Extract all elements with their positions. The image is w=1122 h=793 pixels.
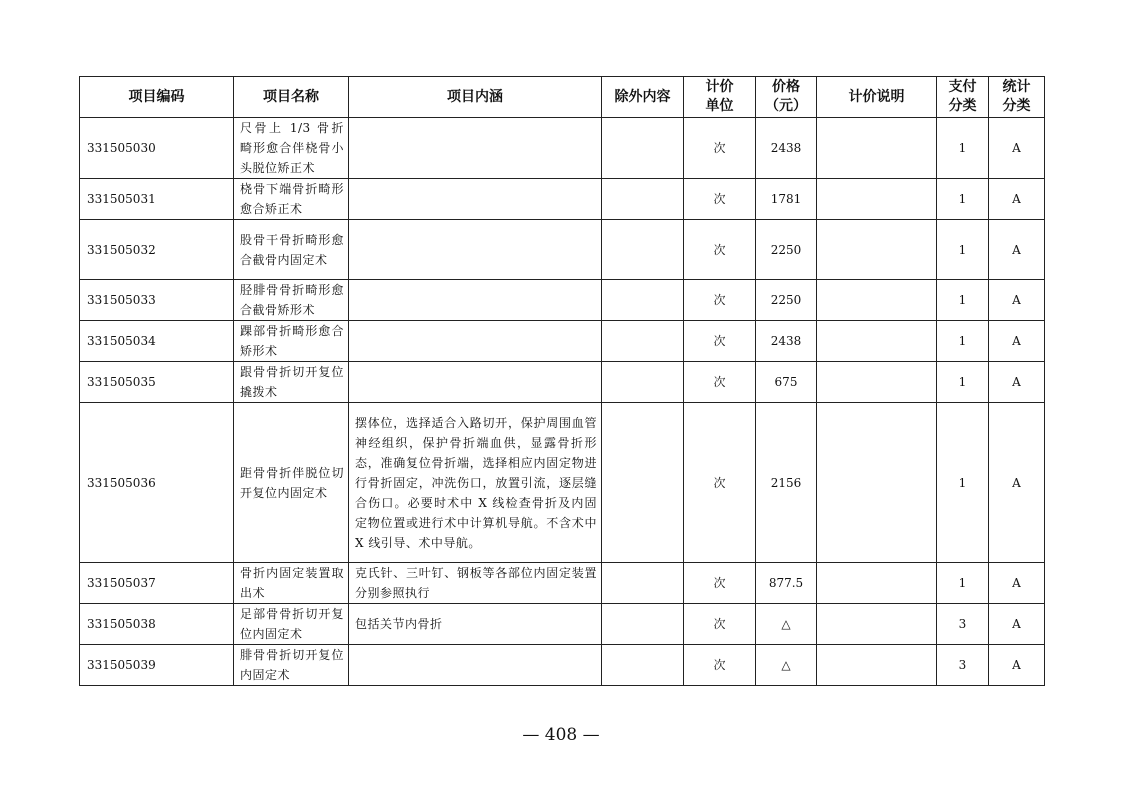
cell-payment: 1 (937, 220, 989, 280)
cell-unit: 次 (684, 403, 756, 563)
cell-exclusion (602, 118, 684, 179)
cell-code: 331505038 (80, 604, 234, 645)
cell-content: 克氏针、三叶钉、钢板等各部位内固定装置分别参照执行 (349, 563, 602, 604)
cell-price: 2250 (756, 220, 817, 280)
cell-exclusion (602, 604, 684, 645)
cell-name: 桡骨下端骨折畸形愈合矫正术 (234, 179, 349, 220)
cell-stat: A (989, 604, 1045, 645)
cell-code: 331505033 (80, 280, 234, 321)
cell-pricing-note (817, 362, 937, 403)
header-name: 项目名称 (234, 77, 349, 118)
cell-pricing-note (817, 563, 937, 604)
cell-code: 331505037 (80, 563, 234, 604)
cell-pricing-note (817, 220, 937, 280)
cell-code: 331505036 (80, 403, 234, 563)
cell-content (349, 118, 602, 179)
cell-stat: A (989, 220, 1045, 280)
header-payment: 支付 分类 (937, 77, 989, 118)
cell-content (349, 280, 602, 321)
cell-payment: 1 (937, 362, 989, 403)
cell-exclusion (602, 403, 684, 563)
cell-payment: 3 (937, 604, 989, 645)
cell-code: 331505039 (80, 645, 234, 686)
cell-payment: 1 (937, 321, 989, 362)
header-stat: 统计 分类 (989, 77, 1045, 118)
cell-exclusion (602, 563, 684, 604)
cell-code: 331505030 (80, 118, 234, 179)
cell-pricing-note (817, 645, 937, 686)
cell-pricing-note (817, 118, 937, 179)
header-unit: 计价 单位 (684, 77, 756, 118)
cell-content (349, 179, 602, 220)
table-row (80, 280, 1045, 321)
table-row (80, 179, 1045, 220)
cell-unit: 次 (684, 604, 756, 645)
table-row (80, 220, 1045, 280)
cell-name: 股骨干骨折畸形愈合截骨内固定术 (234, 220, 349, 280)
cell-exclusion (602, 362, 684, 403)
cell-name: 胫腓骨骨折畸形愈合截骨矫形术 (234, 280, 349, 321)
table-row (80, 403, 1045, 563)
cell-stat: A (989, 403, 1045, 563)
table-row (80, 321, 1045, 362)
cell-exclusion (602, 220, 684, 280)
cell-payment: 1 (937, 179, 989, 220)
cell-payment: 3 (937, 645, 989, 686)
cell-stat: A (989, 321, 1045, 362)
cell-pricing-note (817, 604, 937, 645)
header-pricing-note: 计价说明 (817, 77, 937, 118)
table-row (80, 645, 1045, 686)
header-content: 项目内涵 (349, 77, 602, 118)
cell-price: 1781 (756, 179, 817, 220)
cell-unit: 次 (684, 118, 756, 179)
cell-stat: A (989, 179, 1045, 220)
cell-payment: 1 (937, 118, 989, 179)
cell-stat: A (989, 362, 1045, 403)
cell-name: 足部骨骨折切开复位内固定术 (234, 604, 349, 645)
table-row (80, 563, 1045, 604)
table-header-row (80, 77, 1045, 118)
cell-exclusion (602, 280, 684, 321)
table-row (80, 118, 1045, 179)
cell-name: 骨折内固定装置取出术 (234, 563, 349, 604)
cell-price: △ (756, 645, 817, 686)
header-exclusion: 除外内容 (602, 77, 684, 118)
cell-code: 331505035 (80, 362, 234, 403)
header-price: 价格 （元） (756, 77, 817, 118)
cell-name: 腓骨骨折切开复位内固定术 (234, 645, 349, 686)
cell-price: △ (756, 604, 817, 645)
cell-price: 675 (756, 362, 817, 403)
cell-price: 2438 (756, 118, 817, 179)
cell-code: 331505032 (80, 220, 234, 280)
page-number: — 408 — (522, 725, 600, 745)
cell-stat: A (989, 645, 1045, 686)
cell-content: 包括关节内骨折 (349, 604, 602, 645)
cell-exclusion (602, 321, 684, 362)
cell-stat: A (989, 118, 1045, 179)
cell-pricing-note (817, 280, 937, 321)
cell-content: 摆体位，选择适合入路切开，保护周围血管神经组织，保护骨折端血供，显露骨折形态，准确复位骨折端，选择相应内固定物进行骨折固定，冲洗伤口，放置引流，逐层缝合伤口。必要时术中 X 线检查骨折及内固定物位置或进行术中计算机导航。不含术中 X 线引导、术中导航。 (349, 403, 602, 563)
cell-name: 尺骨上 1/3 骨折畸形愈合伴桡骨小头脱位矫正术 (234, 118, 349, 179)
cell-pricing-note (817, 321, 937, 362)
cell-content (349, 321, 602, 362)
cell-exclusion (602, 179, 684, 220)
cell-price: 2438 (756, 321, 817, 362)
cell-unit: 次 (684, 321, 756, 362)
cell-unit: 次 (684, 179, 756, 220)
cell-pricing-note (817, 179, 937, 220)
cell-payment: 1 (937, 280, 989, 321)
cell-name: 踝部骨折畸形愈合矫形术 (234, 321, 349, 362)
price-table (79, 76, 1045, 686)
cell-payment: 1 (937, 403, 989, 563)
cell-code: 331505031 (80, 179, 234, 220)
cell-content (349, 362, 602, 403)
cell-exclusion (602, 645, 684, 686)
cell-stat: A (989, 563, 1045, 604)
cell-name: 距骨骨折伴脱位切开复位内固定术 (234, 403, 349, 563)
cell-price: 2250 (756, 280, 817, 321)
table-row (80, 362, 1045, 403)
cell-unit: 次 (684, 280, 756, 321)
cell-unit: 次 (684, 645, 756, 686)
cell-price: 2156 (756, 403, 817, 563)
cell-unit: 次 (684, 220, 756, 280)
cell-content (349, 645, 602, 686)
cell-name: 跟骨骨折切开复位撬拨术 (234, 362, 349, 403)
cell-content (349, 220, 602, 280)
cell-payment: 1 (937, 563, 989, 604)
cell-code: 331505034 (80, 321, 234, 362)
cell-unit: 次 (684, 362, 756, 403)
cell-stat: A (989, 280, 1045, 321)
cell-price: 877.5 (756, 563, 817, 604)
cell-unit: 次 (684, 563, 756, 604)
table-row (80, 604, 1045, 645)
header-code: 项目编码 (80, 77, 234, 118)
cell-pricing-note (817, 403, 937, 563)
